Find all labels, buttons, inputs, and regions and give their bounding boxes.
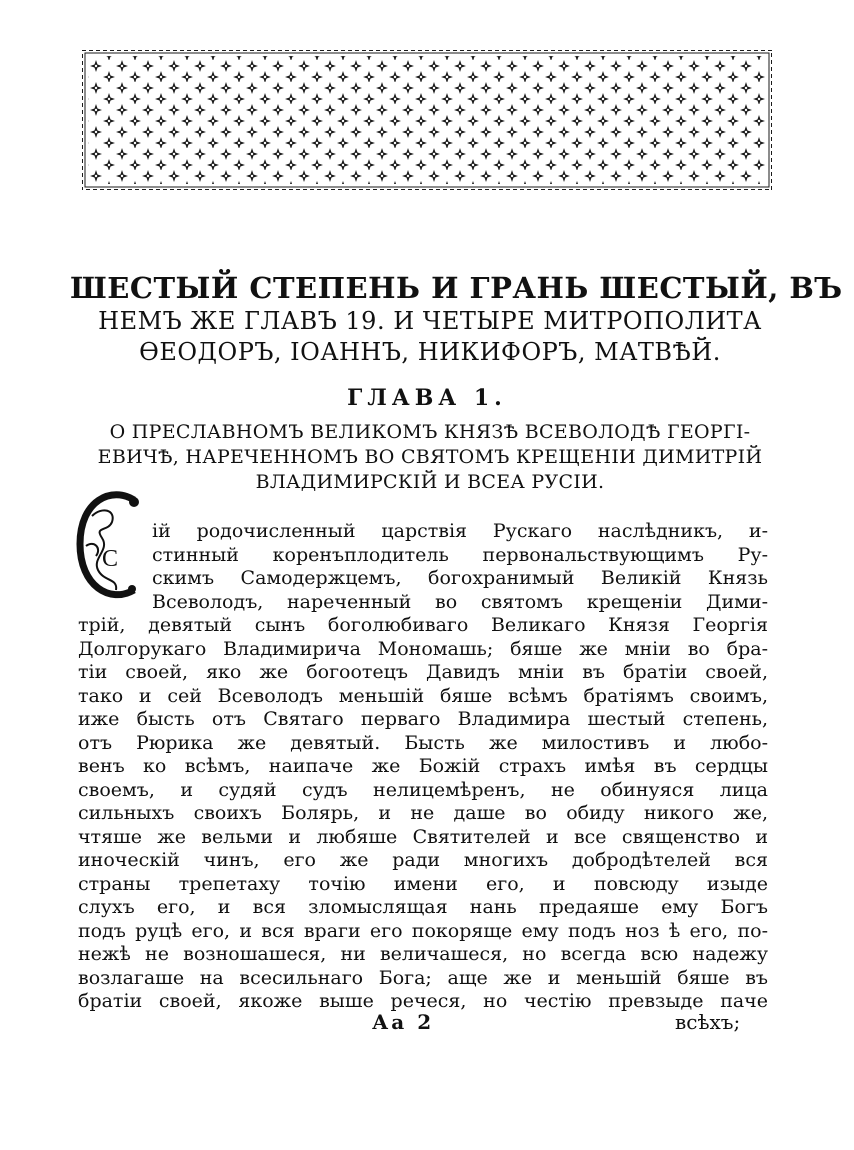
body-line: тако и сей Всеволодъ меньшій бяше всѣмъ братіямъ своимъ,	[78, 684, 768, 707]
body-line: нежѣ не возношашеся, ни величашеся, но всегда всю надежу	[78, 943, 768, 965]
body-line: иже бысть отъ Святаго перваго Владимира шестый степень,	[78, 708, 768, 730]
body-line: тіи своей, яко же богоотецъ Давидъ мніи въ братіи своей,	[78, 661, 768, 683]
body-line: венъ ко всѣмъ, наипаче же Божій страхъ имѣя въ сердцы	[78, 755, 768, 777]
floral-star-ornament-icon	[82, 50, 772, 190]
chapter-label: ГЛАВА 1.	[347, 385, 507, 411]
body-line: иноческій чинъ, его же ради многихъ добродѣтелей вся	[78, 849, 768, 871]
chapter-subtitle	[70, 420, 790, 495]
signature-mark: Аа 2	[372, 1010, 435, 1034]
body-line: возлагаше на всесильнаго Бога; аще же и меньшій бяше въ	[78, 966, 768, 989]
body-line: трій, девятый сынъ боголюбиваго Великаго Князя Георгія	[78, 614, 768, 636]
body-line: стинный коренъплодитель первональствующимъ Ру-	[152, 543, 768, 566]
body-line: своемъ, и судяй судъ нелицемѣренъ, не обинуяся лица	[78, 778, 768, 801]
page-footer	[0, 1010, 854, 1040]
body-line: слухъ его, и вся зломыслящая нань предаяше ему Богъ	[78, 896, 768, 918]
body-line: подъ руцѣ его, и вся враги его покоряще ему подъ ноз ѣ его, по-	[78, 919, 768, 942]
body-line: Долгорукаго Владимирича Мономашь; бяше же мніи во бра-	[78, 637, 768, 660]
subtitle-line-1: О ПРЕСЛАВНОМЪ ВЕЛИКОМЪ КНЯЗѢ ВСЕВОЛОДѢ ГЕОРГІ-	[109, 421, 751, 443]
body-line: отъ Рюрика же девятый. Бысть же милостивъ и любо-	[78, 731, 768, 754]
subtitle-line-2: ЕВИЧѢ, НАРЕЧЕННОМЪ ВО СВЯТОМЪ КРЕЩЕНІИ ДИМИТРІЙ	[97, 446, 763, 468]
heading-line-3: ѲЕОДОРЪ, ІОАННЪ, НИКИФОРЪ, МАТВѢЙ.	[139, 338, 721, 366]
heading-line-1: ШЕСТЫЙ СТЕПЕНЬ И ГРАНЬ ШЕСТЫЙ, ВЪ	[70, 271, 843, 305]
body-line: Всеволодъ, нареченный во святомъ крещеніи Дими-	[152, 590, 768, 613]
body-line: страны трепетаху точію имени его, и повсюду изыде	[78, 872, 768, 895]
body-line: сильныхъ своихъ Болярь, и не даше во обиду никого же,	[78, 802, 768, 824]
body-line: братіи своей, якоже выше речеся, но честію превзыде паче	[78, 990, 768, 1012]
dropcap-letter: С	[102, 546, 119, 572]
heading-line-2: НЕМЪ ЖЕ ГЛАВЪ 19. И ЧЕТЫРЕ МИТРОПОЛИТА	[98, 307, 762, 335]
catchword: всѣхъ;	[675, 1010, 741, 1034]
subtitle-line-3: ВЛАДИМИРСКІЙ И ВСЕА РУСІИ.	[255, 471, 605, 493]
body-line: ій родочисленный царствія Рускаго наслѣдникъ, и-	[152, 520, 768, 542]
chapter-heading	[70, 270, 843, 368]
body-line: чтяше же вельми и любяше Святителей и все священство и	[78, 825, 768, 848]
chapter-body-text	[78, 520, 768, 1014]
body-line: скимъ Самодержцемъ, богохранимый Великій Князь	[152, 567, 768, 589]
